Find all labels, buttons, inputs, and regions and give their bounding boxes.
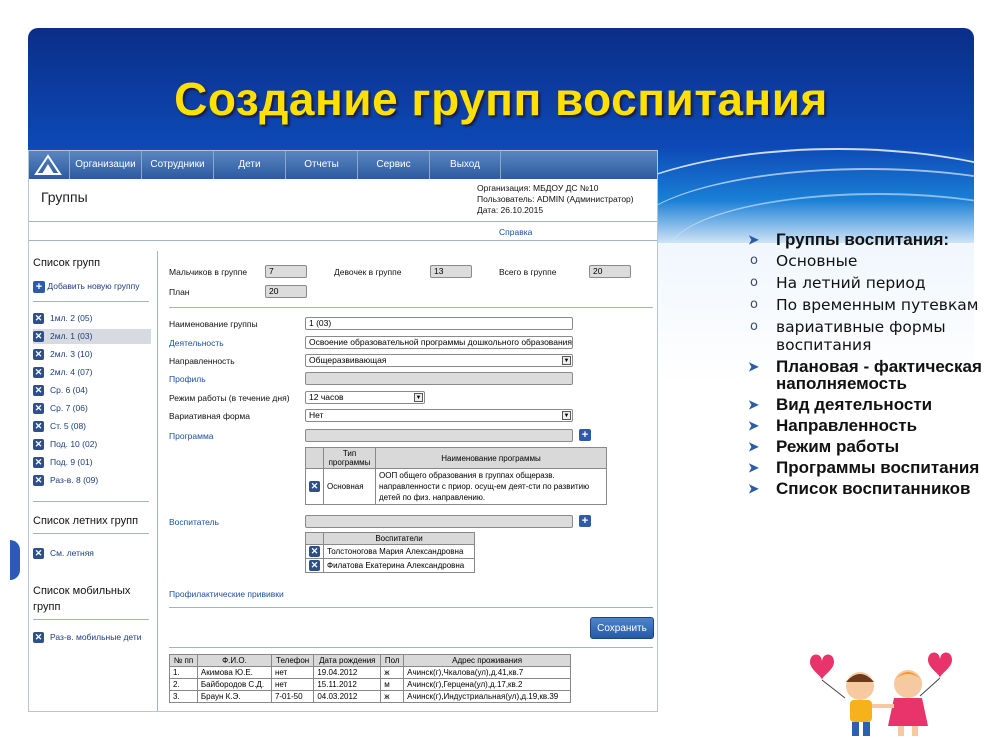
table-header: Дата рождения [314, 655, 381, 667]
group-list-item[interactable] [33, 437, 151, 452]
teacher-input[interactable] [305, 515, 573, 528]
table-header: Наименование программы [376, 448, 607, 469]
org-info [477, 183, 634, 216]
table-header-empty [306, 448, 324, 469]
mobile-group-label: Раз-в. мобильные дети [50, 632, 142, 642]
bullet-item [748, 252, 988, 270]
close-icon[interactable]: ✕ [34, 349, 43, 360]
group-list-label: Под. 10 (02) [50, 439, 98, 449]
divider [169, 607, 653, 608]
table-cell: Ачинск(г),Чкалова(ул),д.41,кв.7 [404, 667, 571, 679]
table-header: № пп [170, 655, 198, 667]
divider [169, 647, 653, 648]
bullet-text: Список воспитанников [776, 479, 971, 498]
program-table [305, 447, 607, 505]
plan-count[interactable]: 20 [265, 285, 307, 298]
children-table-body [170, 667, 571, 703]
arrow-bullet-icon: ➤ [748, 481, 759, 496]
table-header-empty [306, 533, 324, 545]
group-list-item[interactable] [33, 347, 151, 362]
group-name-input[interactable]: 1 (03) [305, 317, 573, 330]
circle-bullet-icon: o [750, 275, 758, 290]
bullet-text: Плановая - фактическая наполняемость [776, 357, 982, 393]
group-list-label: Ст. 5 (08) [50, 421, 87, 431]
table-row[interactable] [170, 691, 571, 703]
group-list-item[interactable] [33, 455, 151, 470]
group-list-label: Под. 9 (01) [50, 457, 93, 467]
close-icon[interactable]: ✕ [310, 560, 319, 570]
close-icon[interactable]: ✕ [34, 457, 43, 468]
decor-tab [10, 540, 20, 580]
table-header: Адрес проживания [404, 655, 571, 667]
table-header: Тип программы [324, 448, 376, 469]
save-button[interactable]: Сохранить [590, 617, 654, 639]
teacher-name: Филатова Екатерина Александровна [324, 559, 475, 573]
close-icon[interactable]: ✕ [34, 367, 43, 378]
divider [33, 619, 149, 620]
group-list-item[interactable] [33, 401, 151, 416]
bullet-text: Группы воспитания: [776, 230, 950, 249]
profile-label[interactable]: Профиль [169, 374, 206, 384]
arrow-bullet-icon: ➤ [748, 439, 759, 454]
table-cell: Акимова Ю.Е. [197, 667, 271, 679]
nav-reports[interactable]: Отчеты [285, 151, 357, 179]
table-cell: 1. [170, 667, 198, 679]
summer-group-label: См. летняя [50, 548, 94, 558]
circle-bullet-icon: o [750, 319, 758, 334]
current-date: Дата: 26.10.2015 [477, 205, 544, 215]
total-count: 20 [589, 265, 631, 278]
close-icon[interactable]: ✕ [34, 313, 43, 324]
add-program-icon[interactable]: + [579, 429, 591, 441]
bullet-item [748, 396, 988, 413]
group-list-item[interactable] [33, 473, 151, 488]
table-header-row [170, 655, 571, 667]
page-title: Группы [41, 189, 88, 205]
direction-select[interactable] [305, 354, 573, 367]
bullet-item [748, 231, 988, 248]
table-cell [306, 559, 324, 573]
bullet-item [748, 417, 988, 434]
work-mode-select[interactable] [305, 391, 425, 404]
divider [29, 240, 658, 241]
group-list-item[interactable] [33, 383, 151, 398]
app-window [28, 150, 658, 712]
close-icon[interactable]: ✕ [34, 632, 43, 643]
close-icon[interactable]: ✕ [34, 385, 43, 396]
bullet-item [748, 318, 988, 354]
arrow-bullet-icon: ➤ [748, 397, 759, 412]
table-row[interactable] [170, 667, 571, 679]
sidebar-divider [157, 251, 158, 712]
groups-list-header: Список групп [33, 257, 101, 269]
top-nav [29, 151, 658, 179]
bullet-text: По временным путевкам [776, 296, 979, 314]
activity-input[interactable]: Освоение образовательной программы дошкольного образования [305, 336, 573, 349]
teacher-label[interactable]: Воспитатель [169, 517, 219, 527]
add-teacher-icon[interactable]: + [579, 515, 591, 527]
bullet-text: На летний период [776, 274, 926, 292]
table-cell: Ачинск(г),Индустриальная(ул),д.19,кв.39 [404, 691, 571, 703]
variative-form-label: Вариативная форма [169, 411, 250, 421]
bullet-list [748, 231, 988, 501]
table-header: Воспитатели [324, 533, 475, 545]
boys-label: Мальчиков в группе [169, 267, 248, 277]
bullet-item [748, 438, 988, 455]
divider [33, 533, 149, 534]
arrow-bullet-icon: ➤ [748, 359, 759, 374]
circle-bullet-icon: o [750, 297, 758, 312]
nav-children[interactable]: Дети [213, 151, 285, 179]
total-label: Всего в группе [499, 267, 557, 277]
table-header: Телефон [271, 655, 313, 667]
divider [33, 301, 149, 302]
group-list-item[interactable] [33, 419, 151, 434]
bullet-text: Программы воспитания [776, 458, 980, 477]
bullet-item [748, 358, 988, 392]
bullet-item [748, 296, 988, 314]
group-list-label: 2мл. 3 (10) [50, 349, 93, 359]
bullet-text: вариативные формы воспитания [776, 318, 946, 354]
table-cell: 15.11.2012 [314, 679, 381, 691]
mobile-groups-header: Список мобильных групп [33, 585, 131, 613]
group-list-item[interactable] [33, 365, 151, 380]
app-logo-icon [33, 154, 63, 176]
plan-label: План [169, 287, 190, 297]
variative-form-value: Нет [309, 410, 324, 420]
program-type: Основная [324, 469, 376, 505]
bullet-text: Направленность [776, 416, 918, 435]
divider [29, 221, 658, 222]
nav-service[interactable]: Сервис [357, 151, 429, 179]
table-cell: нет [271, 667, 313, 679]
girls-label: Девочек в группе [334, 267, 402, 277]
group-list-item[interactable] [33, 329, 151, 344]
profile-input[interactable] [305, 372, 573, 385]
close-icon[interactable]: ✕ [34, 421, 43, 432]
direction-value: Общеразвивающая [309, 355, 387, 365]
add-group-label: Добавить новую группу [47, 281, 140, 291]
nav-organizations[interactable]: Организации [69, 151, 141, 179]
kids-illustration [800, 640, 970, 740]
arrow-bullet-icon: ➤ [748, 418, 759, 433]
table-cell: 04.03.2012 [314, 691, 381, 703]
nav-exit[interactable]: Выход [429, 151, 501, 179]
table-cell [306, 545, 324, 559]
girls-count: 13 [430, 265, 472, 278]
close-icon[interactable]: ✕ [34, 439, 43, 450]
chevron-down-icon: ▼ [563, 358, 570, 364]
direction-label: Направленность [169, 356, 235, 366]
bullet-text: Основные [776, 252, 858, 270]
group-list-label: 2мл. 1 (03) [50, 331, 93, 341]
summer-groups-header: Список летних групп [33, 515, 139, 527]
group-list-label: Ср. 7 (06) [50, 403, 88, 413]
table-cell: 7-01-50 [271, 691, 313, 703]
mobile-group-item[interactable] [33, 630, 151, 645]
children-table [169, 654, 571, 703]
close-icon[interactable]: ✕ [34, 475, 43, 486]
table-row[interactable] [170, 679, 571, 691]
activity-label[interactable]: Деятельность [169, 338, 224, 348]
table-cell: 2. [170, 679, 198, 691]
chevron-down-icon: ▼ [563, 413, 570, 419]
bullet-text: Вид деятельности [776, 395, 933, 414]
program-input[interactable] [305, 429, 573, 442]
table-cell: Браун К.Э. [197, 691, 271, 703]
work-mode-label: Режим работы (в течение дня) [169, 393, 290, 403]
divider [33, 501, 149, 502]
summer-group-item[interactable] [33, 546, 151, 561]
table-cell: ж [381, 691, 404, 703]
bullet-item [748, 459, 988, 476]
close-icon[interactable]: ✕ [310, 481, 319, 491]
table-cell [306, 469, 324, 505]
circle-bullet-icon: o [750, 253, 758, 268]
table-cell: 3. [170, 691, 198, 703]
table-row [306, 559, 475, 573]
nav-employees[interactable]: Сотрудники [141, 151, 213, 179]
divider [169, 307, 653, 308]
add-group-button[interactable] [33, 279, 151, 294]
program-label[interactable]: Программа [169, 431, 214, 441]
work-mode-value: 12 часов [309, 392, 344, 402]
bullet-item [748, 480, 988, 497]
plus-icon: + [33, 281, 45, 293]
table-cell: м [381, 679, 404, 691]
arrow-bullet-icon: ➤ [748, 232, 759, 247]
user-name: Пользователь: ADMIN (Администратор) [477, 194, 634, 204]
table-header: Пол [381, 655, 404, 667]
group-list-label: Раз-в. 8 (09) [50, 475, 99, 485]
group-list-item[interactable] [33, 311, 151, 326]
close-icon[interactable]: ✕ [34, 403, 43, 414]
arrow-bullet-icon: ➤ [748, 460, 759, 475]
teachers-table [305, 532, 475, 573]
chevron-down-icon: ▼ [415, 395, 422, 401]
table-cell: ж [381, 667, 404, 679]
vaccination-link[interactable]: Профилактические прививки [169, 589, 284, 599]
close-icon[interactable]: ✕ [310, 546, 319, 556]
group-name-label: Наименование группы [169, 319, 258, 329]
table-cell: Ачинск(г),Герцена(ул),д.17,кв.2 [404, 679, 571, 691]
table-row [306, 545, 475, 559]
variative-form-select[interactable] [305, 409, 573, 422]
bullet-item [748, 274, 988, 292]
slide-title: Создание групп воспитания [174, 73, 828, 125]
teacher-name: Толстоногова Мария Александровна [324, 545, 475, 559]
group-list-label: 1мл. 2 (05) [50, 313, 93, 323]
group-list-label: 2мл. 4 (07) [50, 367, 93, 377]
table-cell: нет [271, 679, 313, 691]
close-icon[interactable]: ✕ [34, 548, 43, 559]
program-name: ООП общего образования в группах общеразв. направленности с приор. осущ-ем деят-сти по развитию детей по физ. направлению. [376, 469, 607, 505]
bullet-text: Режим работы [776, 437, 900, 456]
group-list-label: Ср. 6 (04) [50, 385, 88, 395]
boys-count: 7 [265, 265, 307, 278]
close-icon[interactable]: ✕ [34, 331, 43, 342]
table-cell: 19.04.2012 [314, 667, 381, 679]
help-link[interactable]: Справка [499, 227, 533, 237]
table-cell: Байбородов С.Д. [197, 679, 271, 691]
org-name: Организация: МБДОУ ДС №10 [477, 183, 599, 193]
table-header: Ф.И.О. [197, 655, 271, 667]
